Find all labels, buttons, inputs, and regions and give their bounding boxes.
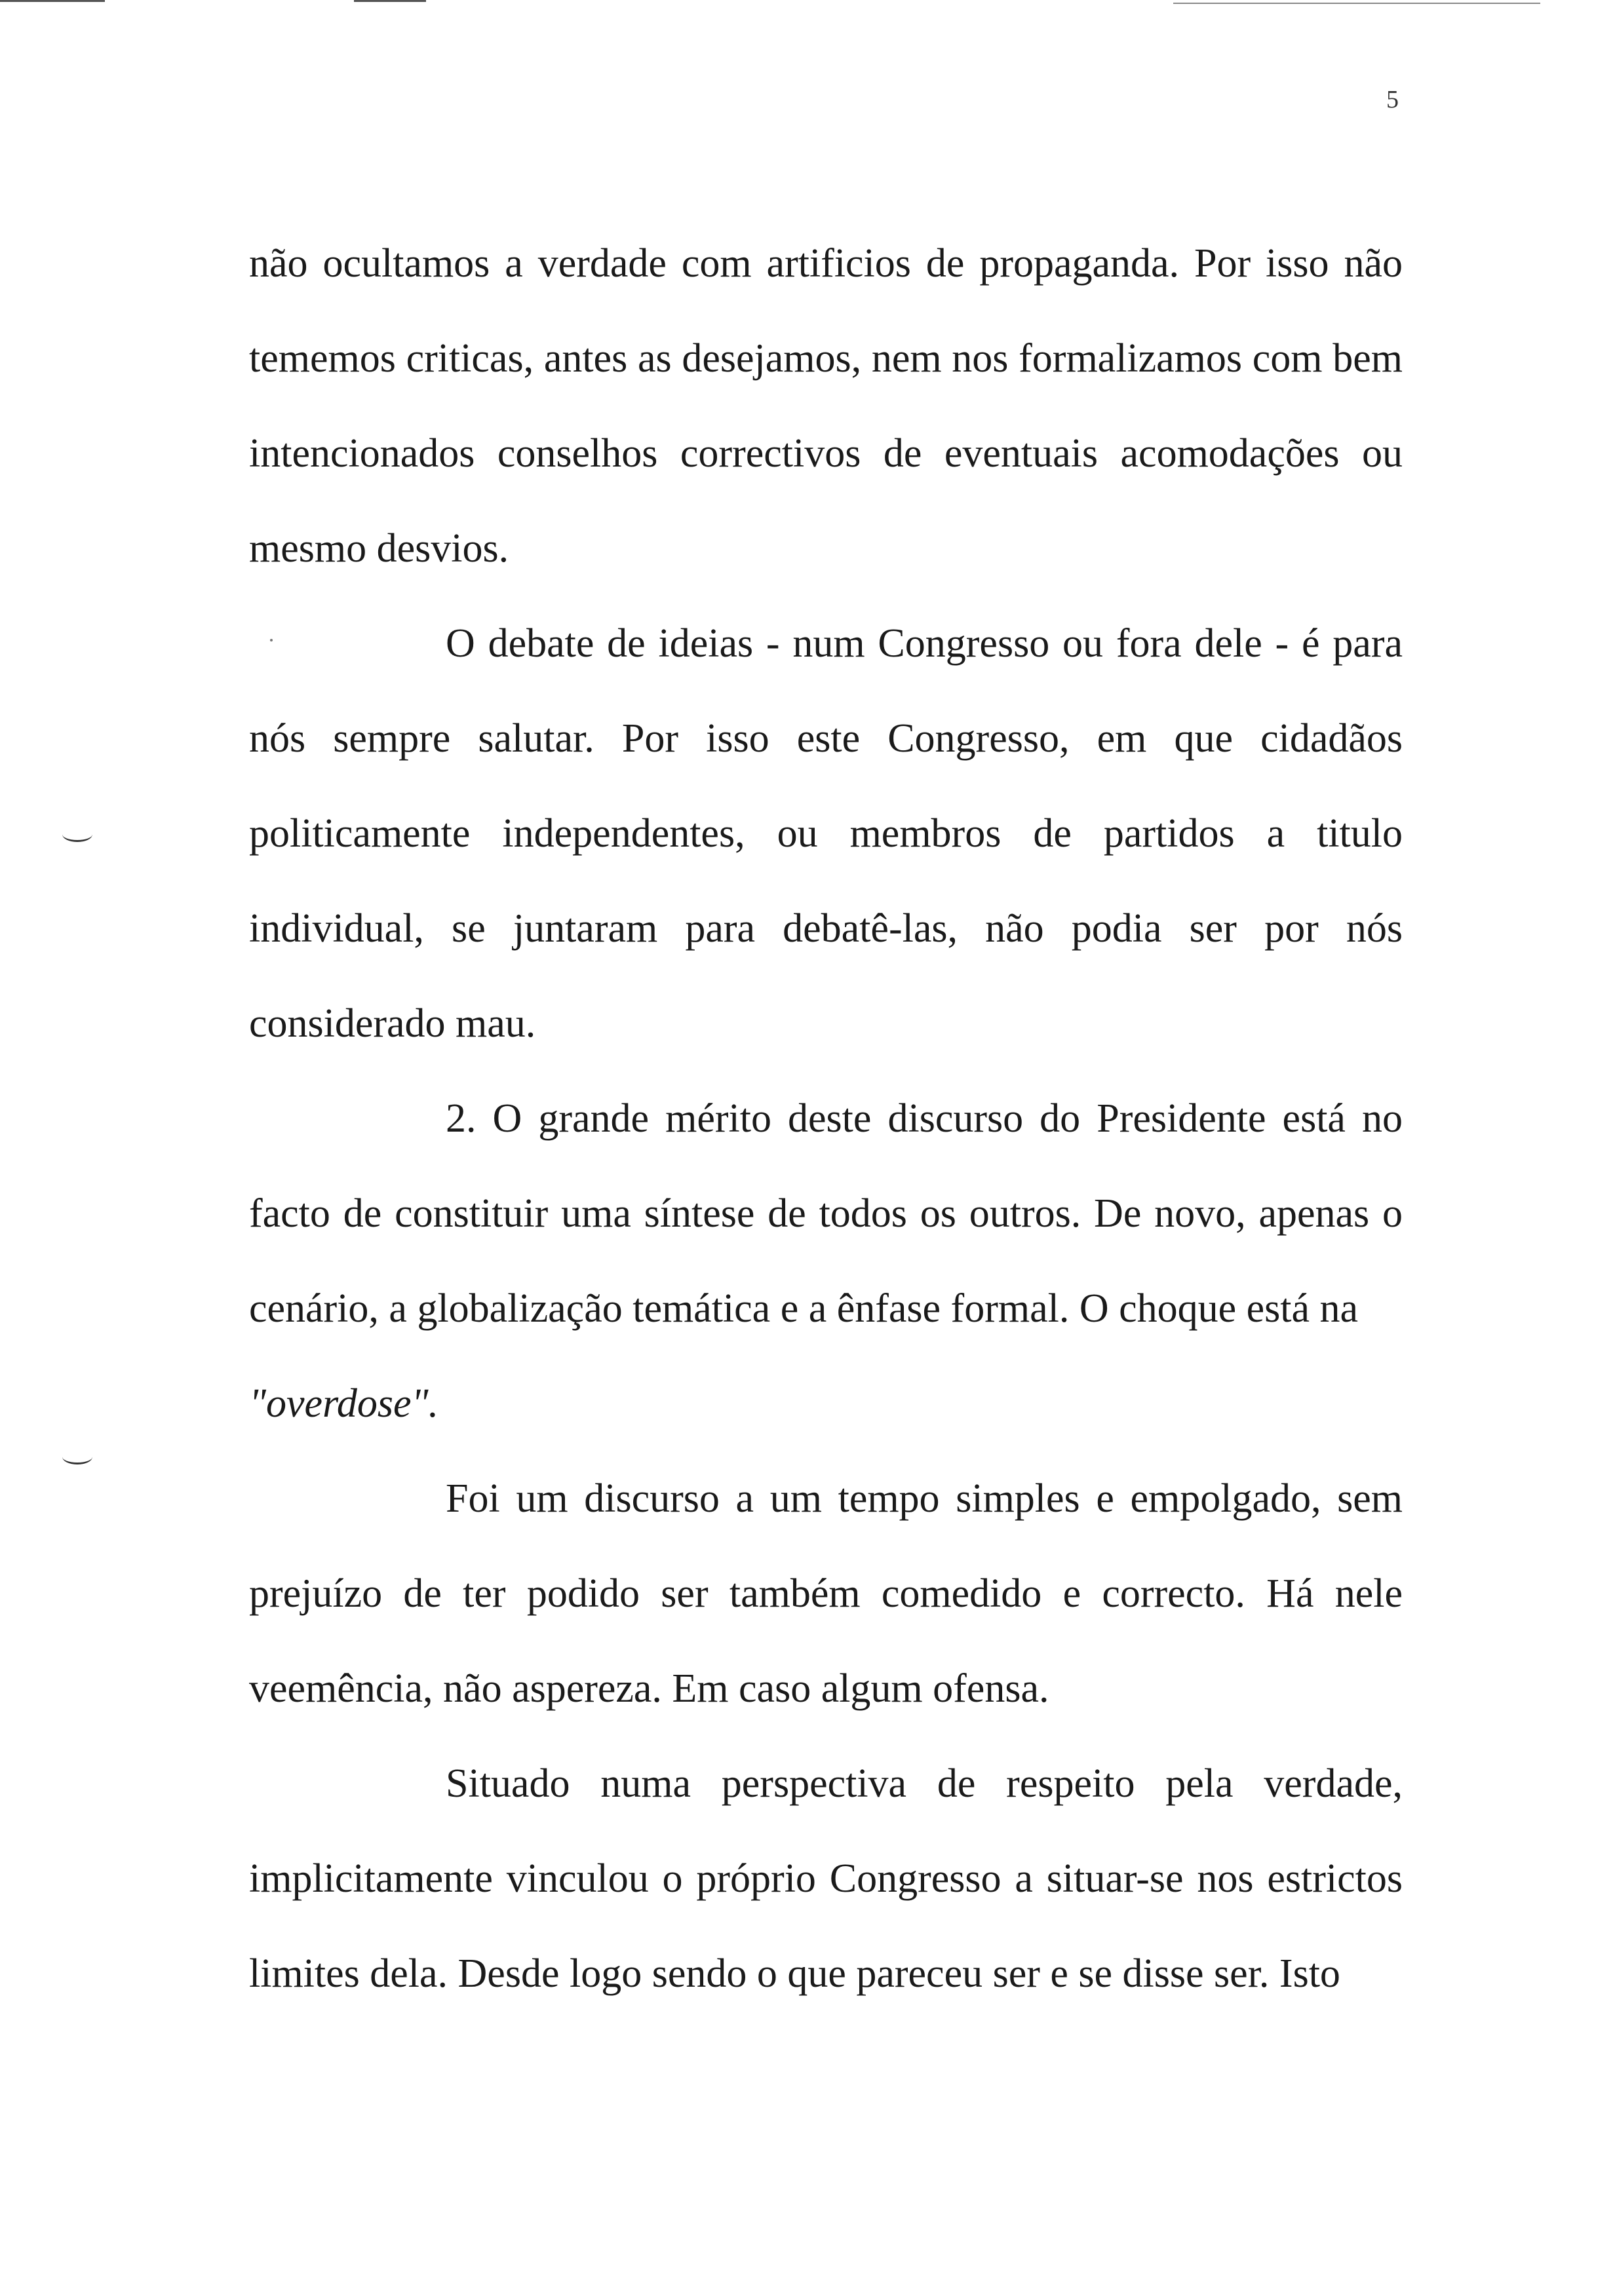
page-number: 5 — [1386, 86, 1399, 113]
paragraph-1: não ocultamos a verdade com artificios de propaganda. Por isso não tememos criticas, antes as desejamos, nem nos formalizamos com bem intencionados conselhos correctivos de eventuais acomodações ou mesmo desvios. — [249, 241, 1403, 571]
document-body — [249, 216, 1403, 2021]
paragraph-5: Situado numa perspectiva de respeito pela verdade, implicitamente vinculou o próprio Congresso a situar-se nos estrictos limites dela. Desde logo sendo o que pareceu ser e se disse ser. Isto — [249, 1761, 1403, 1996]
paragraph-3-italic-term: "overdose". — [249, 1381, 439, 1426]
margin-mark — [62, 827, 92, 842]
paragraph-2: O debate de ideias - num Congresso ou fora dele - é para nós sempre salutar. Por isso este Congresso, em que cidadãos politicamente independentes, ou membros de partidos a titulo individual, se juntaram para debatê-las, não podia ser por nós considerado mau. — [249, 621, 1403, 1046]
paragraph-3 — [249, 1071, 1403, 1451]
scan-artifact-line — [1173, 3, 1540, 4]
scan-artifact-line — [0, 0, 105, 2]
paragraph-4: Foi um discurso a um tempo simples e empolgado, sem prejuízo de ter podido ser também comedido e correcto. Há nele veemência, não aspereza. Em caso algum ofensa. — [249, 1476, 1403, 1711]
paragraph-3-text: 2. O grande mérito deste discurso do Presidente está no facto de constituir uma síntese de todos os outros. De novo, apenas o cenário, a globalização temática e a ênfase formal. O choque está na — [249, 1096, 1403, 1331]
margin-mark — [62, 1449, 92, 1464]
scan-artifact-line — [354, 0, 426, 2]
